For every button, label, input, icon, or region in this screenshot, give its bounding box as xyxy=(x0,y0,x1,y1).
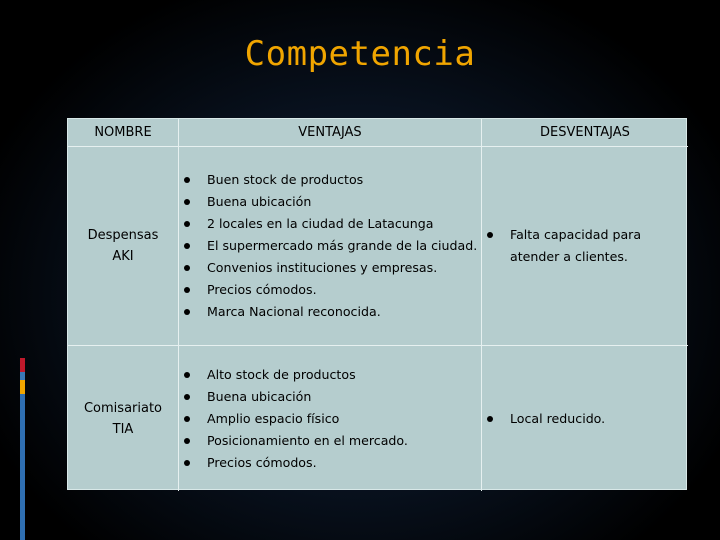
list-item: Buena ubicación xyxy=(179,191,481,213)
list-item: 2 locales en la ciudad de Latacunga xyxy=(179,213,481,235)
desventajas-cell xyxy=(482,346,688,491)
list-item: Amplio espacio físico xyxy=(179,408,481,430)
desventajas-cell xyxy=(482,147,688,346)
list-item: Falta capacidad para atender a clientes. xyxy=(482,224,688,268)
accent-bar-red xyxy=(20,358,25,372)
desventajas-list xyxy=(482,408,688,430)
accent-bar-blue xyxy=(20,372,25,380)
competition-table xyxy=(67,118,687,490)
list-item: Precios cómodos. xyxy=(179,279,481,301)
row-name-cell xyxy=(68,147,179,346)
row-name-line: Despensas xyxy=(87,228,159,243)
slide-title: Competencia xyxy=(244,34,476,74)
list-item: Precios cómodos. xyxy=(179,452,481,474)
list-item: Buena ubicación xyxy=(179,386,481,408)
list-item: Marca Nacional reconocida. xyxy=(179,301,481,323)
list-item: El supermercado más grande de la ciudad. xyxy=(179,235,481,257)
ventajas-list xyxy=(179,169,481,323)
list-item: Convenios instituciones y empresas. xyxy=(179,257,481,279)
desventajas-list xyxy=(482,224,688,268)
accent-bar-blue-long xyxy=(20,394,25,540)
list-item: Buen stock de productos xyxy=(179,169,481,191)
row-name-line: AKI xyxy=(112,249,134,264)
list-item: Alto stock de productos xyxy=(179,364,481,386)
row-name-line: TIA xyxy=(112,421,134,437)
accent-bar-orange xyxy=(20,380,25,394)
ventajas-list xyxy=(179,364,481,474)
row-name-line: Comisariato xyxy=(83,400,163,416)
header-desventajas: DESVENTAJAS xyxy=(482,119,688,147)
ventajas-cell xyxy=(179,346,482,491)
row-name-cell xyxy=(68,346,179,491)
ventajas-cell xyxy=(179,147,482,346)
header-nombre: NOMBRE xyxy=(68,119,179,147)
list-item: Posicionamiento en el mercado. xyxy=(179,430,481,452)
header-ventajas: VENTAJAS xyxy=(179,119,482,147)
list-item: Local reducido. xyxy=(482,408,688,430)
